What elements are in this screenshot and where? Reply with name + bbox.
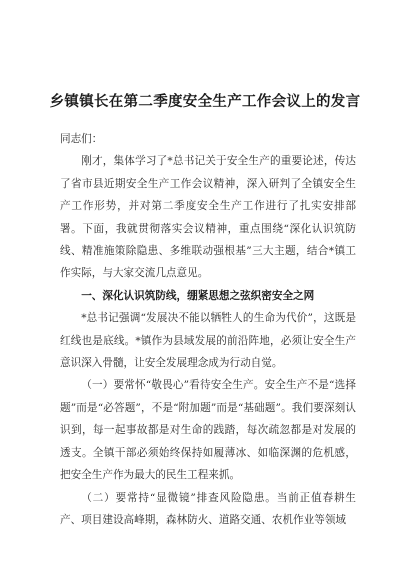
document-title: 乡镇镇长在第二季度安全生产工作会议上的发言 bbox=[49, 94, 361, 110]
salutation: 同志们： bbox=[60, 133, 103, 145]
section-heading-1: 一、深化认识筑防线，绷紧思想之弦织密安全之网 bbox=[81, 289, 315, 302]
paragraph-point-2: （二）要常持“显微镜”排查风险隐患。当前正值春耕生产、项目建设高峰期，森林防火、道路交通、农机作业等领域 bbox=[60, 491, 356, 526]
paragraph-intro: 刚才，集体学习了*总书记关于安全生产的重要论述，传达了省市县近期安全生产工作会议精神，深入研判了全镇安全生产工作形势，并对第二季度安全生产工作进行了扎实安排部署。下面，我就贯彻落实会议精神，重点围绕“深化认识筑防线、精准施策除隐患、多维联动强根基”三大主题，结合*镇工作实际，与大家交流几点意见。 bbox=[60, 155, 356, 280]
paragraph-section-1: *总书记强调“发展决不能以牺牲人的生命为代价”，这既是红线也是底线。*镇作为县域发展的前沿阵地，必须让安全生产意识深入骨髓，让安全发展理念成为行动自觉。 bbox=[60, 312, 356, 370]
document-body bbox=[60, 128, 356, 531]
paragraph-point-1: （一）要常怀“敬畏心”看待安全生产。安全生产不是“选择题”而是“必答题”，不是“附加题”而是“基础题”。我们要深刻认识到，每一起事故都是对生命的践踏，每次疏忽都是对发展的透支。全镇干部必须始终保持如履薄冰、如临深渊的危机感，把安全生产作为最大的民生工程来抓。 bbox=[60, 379, 356, 482]
